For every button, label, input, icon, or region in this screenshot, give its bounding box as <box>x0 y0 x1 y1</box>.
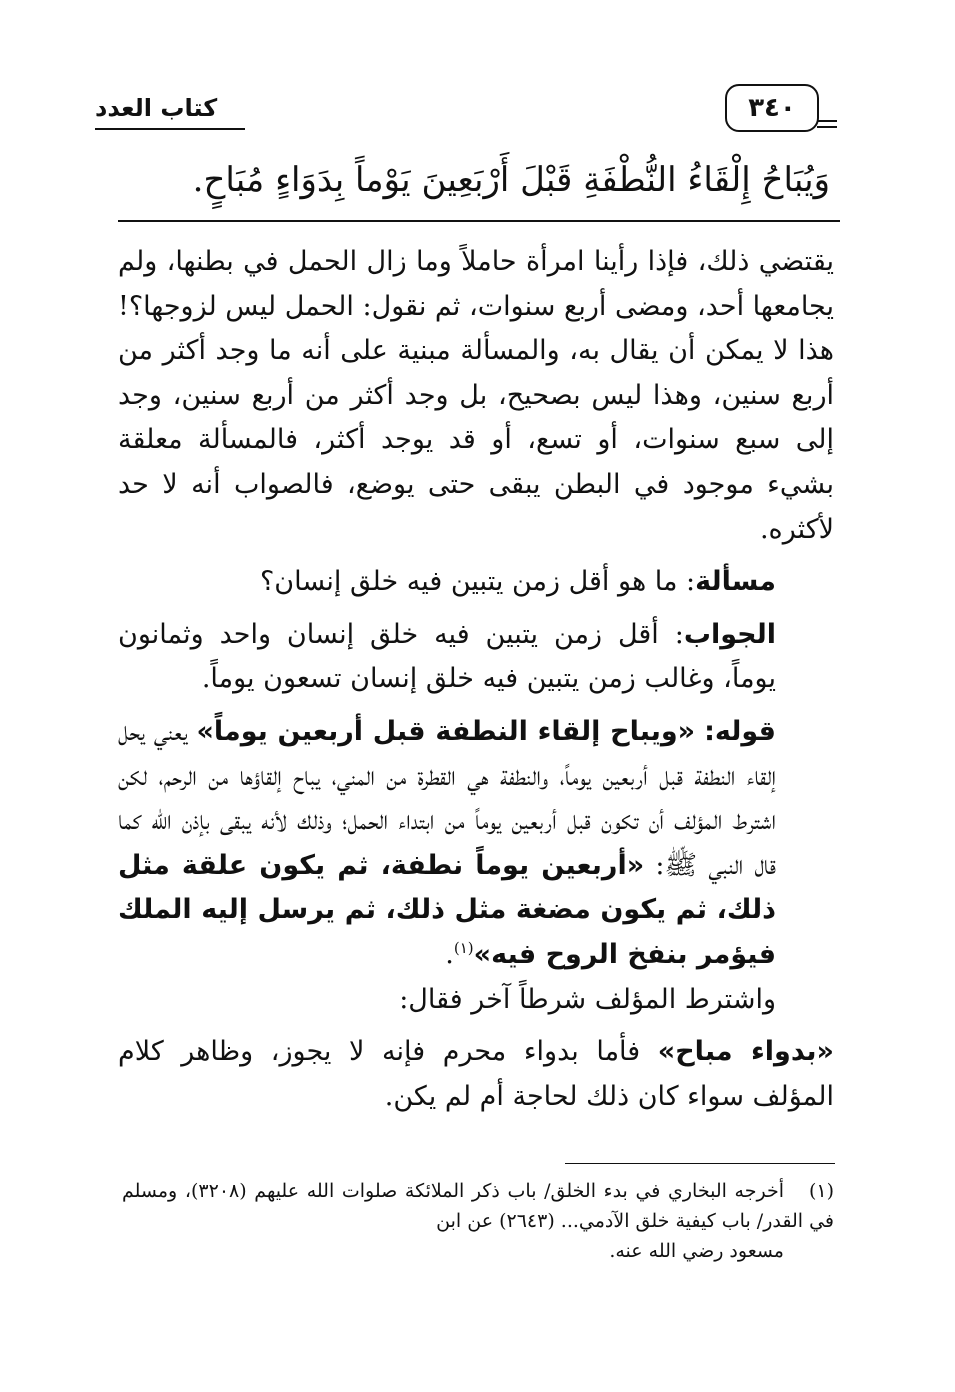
header-rule-right-2 <box>817 126 837 128</box>
footnote-divider <box>565 1163 835 1164</box>
question-label: مسألة <box>695 566 776 598</box>
header-rule <box>95 128 245 130</box>
footnote-marker: (١) <box>808 1180 834 1202</box>
question-paragraph <box>118 560 834 605</box>
footnote-line-2: مسعود رضي الله عنه. <box>609 1240 784 1262</box>
qawl-paragraph <box>118 710 834 978</box>
hadith-text: «أربعين يوماً نطفة، ثم يكون علقة مثل ذلك، ثم يكون مضغة مثل ذلك، ثم يرسل إليه الملك فيؤمر بنفخ الروح فيه» <box>118 849 776 970</box>
answer-label: الجواب <box>683 618 776 650</box>
commentary-body <box>118 240 834 1119</box>
dawa-quote: «بدواء مباح» <box>657 1036 834 1068</box>
qawl-label: قوله: <box>704 715 776 747</box>
qawl-text: يعني يحل إلقاء النطفة قبل أربعين يوماً، والنطفة هي القطرة من المني، يباح إلقاؤها من الرحم، لكن اشترط المؤلف أن تكون قبل أربعين يوماً من ابتداء الحمل؛ وذلك لأنه يبقى بإذن الله كما قال النبي ﷺ: <box>118 715 776 881</box>
question-text: : ما هو أقل زمن يتبين فيه خلق إنسان؟ <box>259 566 696 598</box>
qawl-quote: «ويباح إلقاء النطفة قبل أربعين يوماً» <box>196 715 696 747</box>
page-header <box>95 80 837 140</box>
footnote-1 <box>122 1176 834 1236</box>
answer-paragraph <box>118 613 834 702</box>
footnote-line-1: أخرجه البخاري في بدء الخلق/ باب ذكر الملائكة صلوات الله عليهم (٣٢٠٨)، ومسلم في القدر/ باب كيفية خلق الآدمي... (٢٦٤٣) عن ابن <box>122 1180 834 1232</box>
header-rule-right-1 <box>817 120 837 122</box>
page-number: ٣٤٠ <box>725 84 819 132</box>
paragraph-1: يقتضي ذلك، فإذا رأينا امرأة حاملاً وما زال الحمل في بطنها، ولم يجامعها أحد، ومضى أربع سنوات، ثم نقول: الحمل ليس لزوجها؟! هذا لا يمكن أن يقال به، والمسألة مبنية على أنه ما وجد أكثر من أربع سنين، وهذا ليس بصحيح، بل وجد أكثر من أربع سنين، وجد إلى سبع سنوات، أو تسع، أو قد يوجد أكثر، فالمسألة معلقة بشيء موجود في البطن يبقى حتى يوضع، فالصواب أنه لا حد لأكثره. <box>118 246 834 545</box>
answer-text: : أقل زمن يتبين فيه خلق إنسان واحد وثمانون يوماً، وغالب زمن يتبين فيه خلق إنسان تسعون يوماً. <box>118 618 776 695</box>
hadith-end: . <box>445 938 454 970</box>
running-title: كتاب العدد <box>95 94 218 122</box>
matn-divider <box>118 220 840 222</box>
footnote-reference[interactable]: (١) <box>453 938 474 957</box>
dawa-text: فأما بدواء محرم فإنه لا يجوز، وظاهر كلام المؤلف سواء كان ذلك لحاجة أم لم يكن. <box>118 1036 834 1112</box>
dawa-paragraph <box>118 1030 834 1119</box>
footnotes <box>122 1176 834 1266</box>
condition-paragraph: واشترط المؤلف شرطاً آخر فقال: <box>399 983 776 1015</box>
matn-text: وَيُبَاحُ إِلْقَاءُ النُّطْفَةِ قَبْلَ أَرْبَعِينَ يَوْماً بِدَوَاءٍ مُبَاحٍ. <box>192 160 830 200</box>
